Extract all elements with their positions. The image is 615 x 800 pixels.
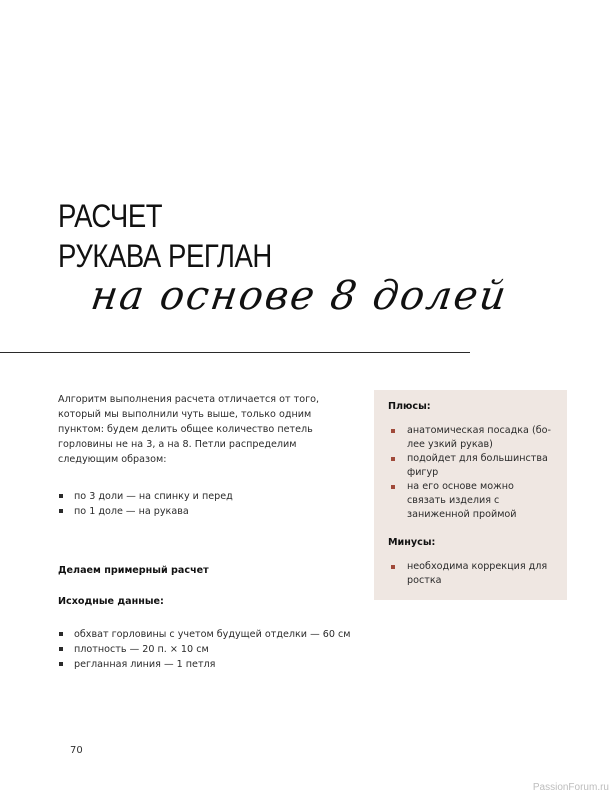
list-item: необходима коррекция для ростка [388,560,553,588]
cons-heading: Минусы: [388,537,436,548]
list-item: по 3 доли — на спинку и перед [58,489,358,504]
title-script-subtitle: на основе 8 долей [88,273,511,319]
main-column [58,392,358,672]
list-item: регланная линия — 1 петля [58,657,358,672]
calc-heading: Делаем примерный расчет [58,565,209,576]
page-number: 70 [70,745,83,756]
data-heading: Исходные данные: [58,596,164,607]
title-line-1: РАСЧЕТ [58,198,163,234]
pros-cons-sidebar [374,390,567,600]
list-item: подойдет для большинства фигур [388,452,553,480]
distribution-list [58,489,358,519]
pros-list [388,424,553,522]
pros-heading: Плюсы: [388,401,431,412]
title-divider [0,352,470,353]
intro-paragraph: Алгоритм выполнения расчета отличается от того, который мы выполнили чуть выше, только одним пунктом: будем делить общее количество петель горловины не на 3, а на 8. Петли распределим следующим образом: [58,394,320,465]
list-item: на его основе можно связать изделия с заниженной проймой [388,480,553,522]
title-line-2: РУКАВА РЕГЛАН [58,238,272,274]
list-item: по 1 доле — на рукава [58,504,358,519]
page-title [58,196,272,276]
data-list [58,627,358,672]
site-watermark: PassionForum.ru [532,782,609,793]
cons-list [388,560,553,588]
list-item: плотность — 20 п. × 10 см [58,642,358,657]
list-item: анатомическая посадка (бо-лее узкий рукав) [388,424,553,452]
list-item: обхват горловины с учетом будущей отделки — 60 см [58,627,358,642]
